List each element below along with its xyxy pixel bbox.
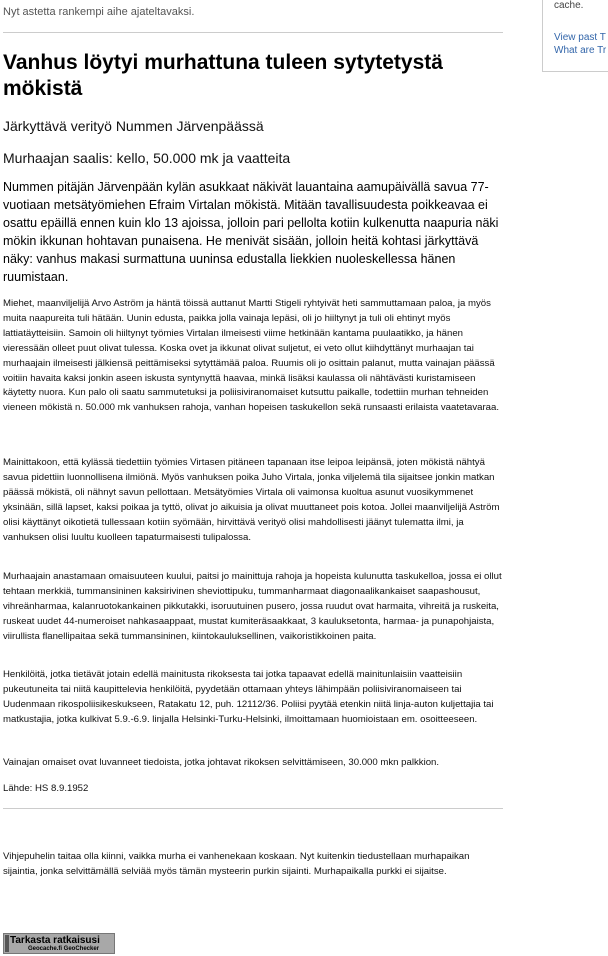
article-lead: Nummen pitäjän Järvenpään kylän asukkaat näkivät lauantaina aamupäivällä savua 77-vuotiaan metsätyömiehen Efraim Virtalan mökistä. Mitään tavallisuudesta poikkeavaa ei osattu epäillä ennen kuin klo 13 ajoissa, jolloin pari pellolta kotiin kulkenutta naapuria näki mökin ikkunan hohtavan punaisena. He menivät sisään, jolloin heitä kohtasi järkyttävä näky: vanhus makasi surmattuna uuninsa edustalla liekkien nuoleskellessa hänen ruumistaan. — [3, 180, 499, 284]
geochecker-sublabel: Geocache.fi GeoChecker — [28, 946, 100, 952]
article-subtitle-1: Järkyttävä verityö Nummen Järvenpäässä — [3, 118, 264, 134]
article-title: Vanhus löytyi murhattuna tuleen sytytetystä mökistä — [3, 51, 443, 100]
sidebar-box — [542, 0, 608, 72]
article-paragraph-4: Henkilöitä, jotka tietävät jotain edellä mainitusta rikoksesta tai jotka tapaavat edellä mainitunlaisiin vaatteisiin pukeutuneita tai niitä kaupittelevia henkilöitä, pyydetään ottamaan yhteys lähimpään poliisiviranomaiseen tai Uudenmaan rikospoliisikeskukseen, Ratakatu 12, puh. 12112/36. Poliisi pyytää etenkin niitä linja-auton kuljettajia tai matkustajia, jotka kulkivat 5.9.-6.9. linjalla Helsinki-Turku-Helsinki, ilmoittamaan huomioistaan em. osoitteeseen. — [3, 669, 494, 725]
article-paragraph-2: Mainittakoon, että kylässä tiedettiin työmies Virtasen pitäneen tapanaan itse leipoa leipänsä, joten mökistä nähtyä savua pidettiin luonnollisena ilmiönä. Myös vanhuksen poika Juho Virtala, jonka viljelemä tila sijaitsee jonkin matkan päässä mökistä, oli nähnyt savun pellottaan. Metsätyömies Virtala oli vaimonsa kuoltua asunut vuosikymmenet yksinään, sillä lapset, kaksi poikaa ja tyttö, olivat jo aikuisia ja olivat muuttaneet pois kotoa. Jollei maanviljelijä Aström olisi käyttänyt oikotietä tullessaan kotiin syömään, hirvittävä verityö olisi mahdollisesti jäänyt tulematta ilmi, ja vanhuksen olisi luultu kuolleen tapaturmaisesti tulipalossa. — [3, 457, 500, 543]
article-source: Lähde: HS 8.9.1952 — [3, 783, 89, 794]
article-paragraph-5: Vainajan omaiset ovat luvanneet tiedoista, jotka johtavat rikoksen selvittämiseen, 30.000 mkn palkkion. — [3, 757, 440, 768]
geochecker-label: Tarkasta ratkaisusi — [10, 935, 100, 946]
hint-text: Vihjepuhelin taitaa olla kiinni, vaikka murha ei vanhenekaan koskaan. Nyt kuitenkin tiedustellaan murhapaikan sijaintia, jonka selvittämällä selviää myös tämän mysteerin purkin sijainti. Murhapaikalla purkki ei sijaitse. — [3, 851, 470, 877]
geochecker-icon — [5, 935, 9, 952]
article-paragraph-1: Miehet, maanviljelijä Arvo Aström ja häntä töissä auttanut Martti Stigeli ryhtyivät heti sammuttamaan paloa, ja myös muita naapureita tuli hätään. Uunin edusta, paikka jolla vainaja lepäsi, oli jo hiiltynyt ja tuli oli ehtinyt myös lattiatäytteisiin. Samoin oli hiiltynyt työmies Virtalan ilmeisesti viime hetkinään kantama puulaatikko, ja hänen vieressään olleet puut olivat tulessa. Koska ovet ja ikkunat olivat suljetut, ei veto ollut kiihdyttänyt murhaajan tai murhaajain ilmeisesti jälkiensä peittämiseksi sytyttämää paloa. Ruumis oli jo osittain palanut, mutta vainajan päässä voitiin havaita kaksi jonkin aseen iskusta syntynyttä haavaa, minkä lisäksi kaulassa oli nähtävästi kuristamiseen käytetty nuora. Kun palo oli saatu sammutetuksi ja poliisiviranomaiset kutsuttu paikalle, todettiin murhan tehneiden vieneen mökistä n. 50.000 mk vanhuksen rahoja, vanhan hopeisen taskukellon sekä runsaasti erilaista vaatetavaraa. — [3, 298, 499, 414]
divider-top — [3, 32, 503, 33]
intro-text: Nyt astetta rankempi aihe ajateltavaksi. — [3, 6, 195, 18]
article-subtitle-2: Murhaajan saalis: kello, 50.000 mk ja vaatteita — [3, 150, 291, 166]
sidebar-link-past[interactable]: View past T — [554, 32, 606, 43]
sidebar-link-what-are[interactable]: What are Tr — [554, 45, 607, 56]
sidebar-text: cache. — [554, 0, 584, 11]
divider-bottom — [3, 808, 503, 809]
geochecker-button[interactable] — [3, 933, 115, 954]
article-paragraph-3: Murhaajain anastamaan omaisuuteen kuului, paitsi jo mainittuja rahoja ja hopeista kulunutta taskukelloa, jossa ei ollut tehtaan merkkiä, tummansininen kaksirivinen sheviottipuku, tummanharmaat diagonaalikankaiset saapashousut, vihreänharmaa, kalanruotokankainen pikkutakki, isoruutuinen pusero, jossa ruudut ovat harmaita, vihreitä ja ruskeita, ruskeat uudet 44-numeroiset nahkasaappaat, mustat kumiteräsaakkaat, 3 kauluksetonta, harmaa- ja punapohjaista, viirullista flanellipaitaa sekä tummansininen, kiintokauluksellinen, vaikoristikkoinen paita. — [3, 571, 502, 642]
